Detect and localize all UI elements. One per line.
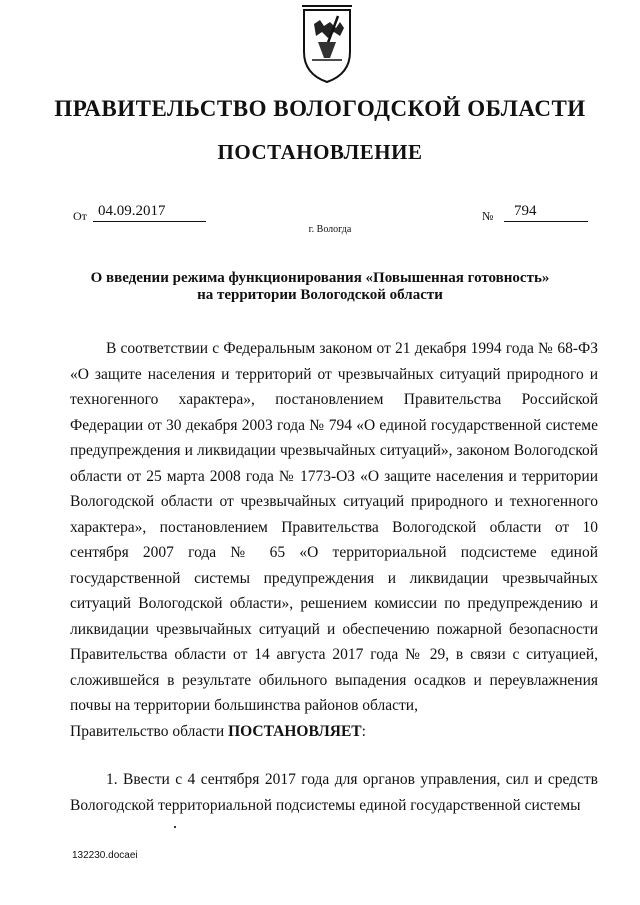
date-label: От [73,209,87,223]
document-title [0,270,640,304]
number-label: № [482,209,494,223]
vologda-coat-of-arms-icon [300,2,354,84]
resolves-prefix: Правительство области [70,722,229,740]
city-label: г. Вологда [308,224,352,235]
resolves-paragraph [70,719,598,745]
date-underline [93,221,206,222]
document-type: ПОСТАНОВЛЕНИЕ [217,140,423,164]
scan-dot [174,826,176,828]
preamble-paragraph: В соответствии с Федеральным законом от 21 декабря 1994 года № 68-ФЗ «О защите населения и территорий от чрезвычайных ситуаций природного и техногенного характера», постановлением Правительства Российской Федерации от 30 декабря 2003 года № 794 «О единой государственной системе предупреждения и ликвидации чрезвычайных ситуаций», законом Вологодской области от 25 марта 2008 года № 1773-ОЗ «О защите населения и территории Вологодской области от чрезвычайных ситуаций природного и техногенного характера», постановлением Правительства Вологодской области от 10 сентября 2007 года № 65 «О территориальной подсистеме единой государственной системы предупреждения и ликвидации чрезвычайных ситуаций Вологодской области», решением комиссии по предупреждению и ликвидации чрезвычайных ситуаций и обеспечению пожарной безопасности Правительства области от 14 августа 2017 года № 29, в связи с ситуацией, сложившейся в результате обильного выпадения осадков и переувлажнения почвы на территории большинства районов области, [70,340,598,714]
title-line-2: на территории Вологодской области [197,287,443,303]
file-code: 132230.docaei [72,850,138,861]
document-date: 04.09.2017 [98,203,166,219]
number-underline [504,221,588,222]
organization-name: ПРАВИТЕЛЬСТВО ВОЛОГОДСКОЙ ОБЛАСТИ [54,96,586,121]
document-body [70,336,598,818]
document-number: 794 [514,203,537,219]
title-line-1: О введении режима функционирования «Повышенная готовность» [90,270,550,286]
item-1-paragraph: 1. Ввести с 4 сентября 2017 года для органов управления, сил и средств Вологодской территориальной подсистемы единой государственной системы [70,771,598,814]
resolves-word: ПОСТАНОВЛЯЕТ [228,722,362,740]
resolves-suffix: : [361,722,366,740]
